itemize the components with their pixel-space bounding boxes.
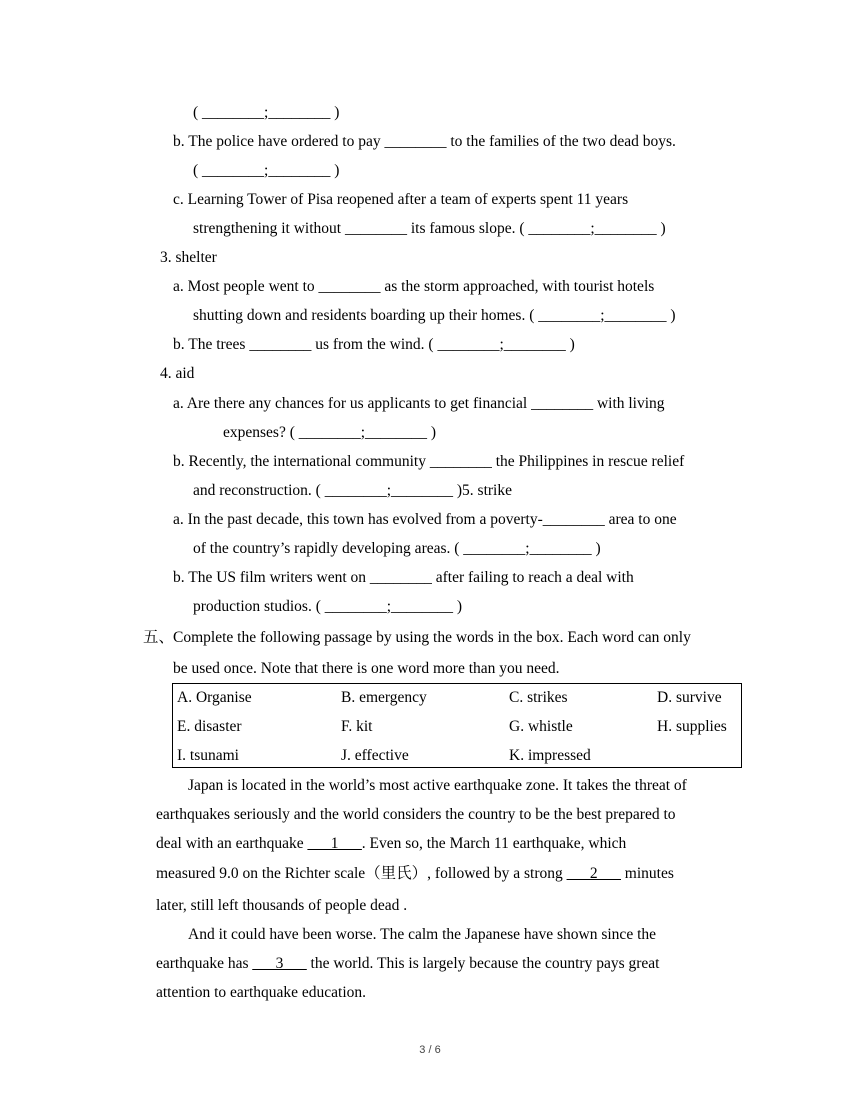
- exercise-line: production studios. ( ________;________ ): [193, 598, 463, 615]
- passage-line: deal with an earthquake ___1___. Even so, the March 11 earthquake, which: [156, 835, 627, 852]
- passage-line: later, still left thousands of people dead .: [156, 897, 408, 914]
- section-number: 五、: [143, 629, 175, 646]
- word-option: F. kit: [341, 718, 373, 735]
- passage-line: attention to earthquake education.: [156, 984, 367, 1001]
- section-instruction: Complete the following passage by using the words in the box. Each word can only: [173, 629, 691, 646]
- exercise-line: expenses? ( ________;________ ): [223, 424, 437, 441]
- exercise-line: of the country’s rapidly developing areas. ( ________;________ ): [193, 540, 601, 557]
- exercise-line: a. Are there any chances for us applicants to get financial ________ with living: [173, 395, 665, 412]
- word-option: E. disaster: [177, 718, 242, 735]
- exercise-line: b. Recently, the international community ________ the Philippines in rescue relief: [173, 453, 685, 470]
- exercise-line: a. Most people went to ________ as the storm approached, with tourist hotels: [173, 278, 655, 295]
- word-option: J. effective: [341, 747, 409, 764]
- exercise-line: and reconstruction. ( ________;________ )5. strike: [193, 482, 512, 499]
- exercise-line: c. Learning Tower of Pisa reopened after a team of experts spent 11 years: [173, 191, 629, 208]
- passage-line: Japan is located in the world’s most active earthquake zone. It takes the threat of: [188, 777, 687, 794]
- exercise-line: ( ________;________ ): [193, 104, 340, 121]
- blank-2: ___2___: [566, 865, 621, 882]
- exercise-line: b. The trees ________ us from the wind. ( ________;________ ): [173, 336, 575, 353]
- word-option: I. tsunami: [177, 747, 239, 764]
- passage-line: measured 9.0 on the Richter scale（里氏）, followed by a strong ___2___ minutes: [156, 865, 674, 882]
- word-heading: 3. shelter: [160, 249, 217, 266]
- word-box: [172, 683, 742, 768]
- passage-line: earthquake has ___3___ the world. This is largely because the country pays great: [156, 955, 660, 972]
- page-number: 3 / 6: [419, 1044, 441, 1056]
- word-option: C. strikes: [509, 689, 568, 706]
- passage-line: And it could have been worse. The calm the Japanese have shown since the: [188, 926, 657, 943]
- exercise-line: shutting down and residents boarding up their homes. ( ________;________ ): [193, 307, 676, 324]
- exercise-line: strengthening it without ________ its famous slope. ( ________;________ ): [193, 220, 666, 237]
- word-option: A. Organise: [177, 689, 252, 706]
- word-option: K. impressed: [509, 747, 591, 764]
- word-heading: 4. aid: [160, 365, 195, 382]
- word-option: G. whistle: [509, 718, 573, 735]
- word-option: D. survive: [657, 689, 722, 706]
- section-instruction: be used once. Note that there is one word more than you need.: [173, 660, 560, 677]
- word-option: H. supplies: [657, 718, 727, 735]
- exercise-line: ( ________;________ ): [193, 162, 340, 179]
- blank-3: ___3___: [252, 955, 307, 972]
- exercise-line: b. The US film writers went on ________ after failing to reach a deal with: [173, 569, 634, 586]
- passage-line: earthquakes seriously and the world considers the country to be the best prepared to: [156, 806, 676, 823]
- blank-1: ___1___: [307, 835, 362, 852]
- exercise-line: a. In the past decade, this town has evolved from a poverty-________ area to one: [173, 511, 677, 528]
- word-option: B. emergency: [341, 689, 427, 706]
- exercise-line: b. The police have ordered to pay ________ to the families of the two dead boys.: [173, 133, 676, 150]
